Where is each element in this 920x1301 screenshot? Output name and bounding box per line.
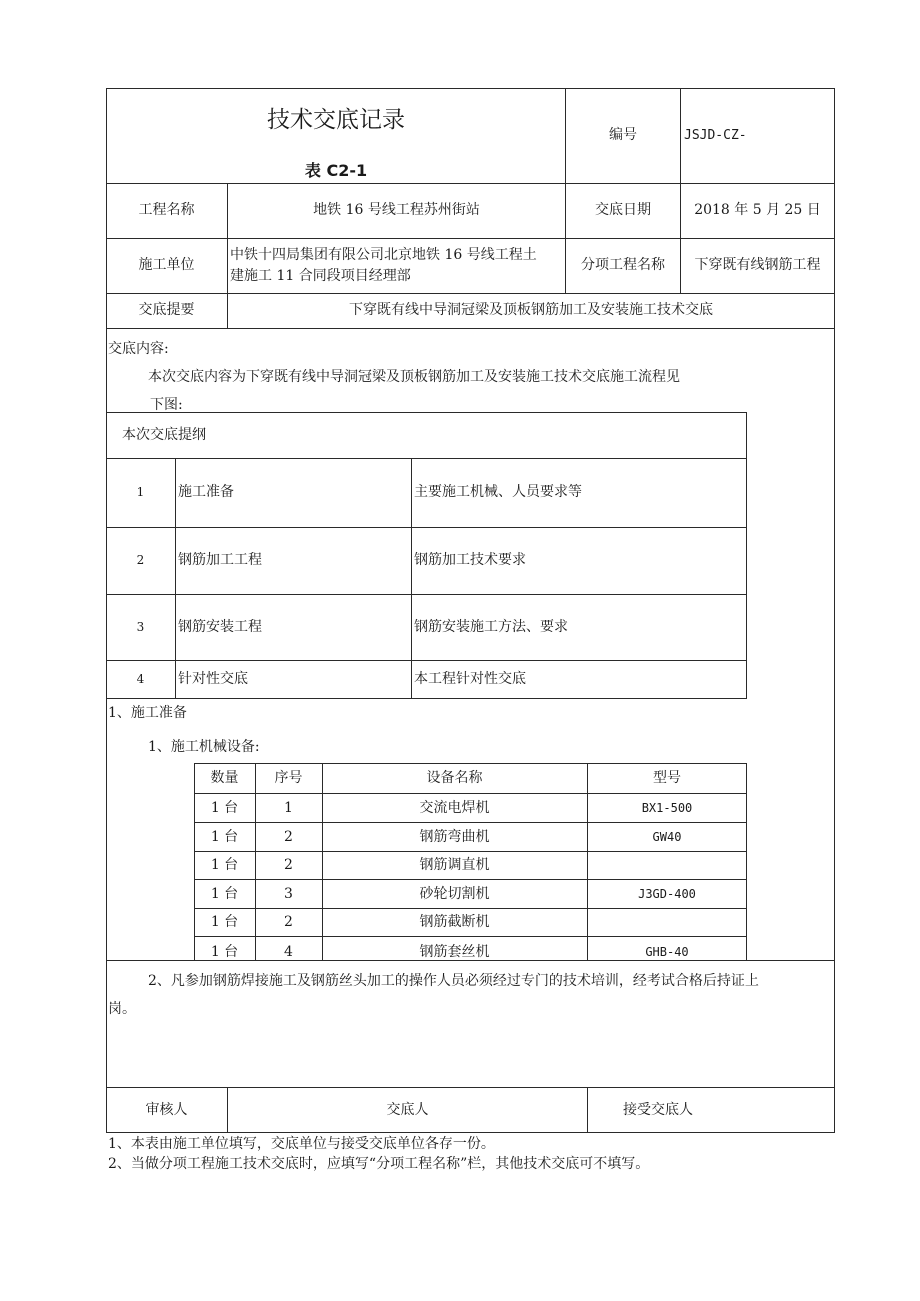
outline-row-desc: 钢筋安装施工方法、要求 bbox=[414, 618, 568, 635]
equipment-name: 交流电焊机 bbox=[419, 799, 490, 816]
divider bbox=[106, 328, 835, 329]
discloser-label: 交底人 bbox=[386, 1102, 429, 1118]
outline-row-no: 3 bbox=[136, 619, 145, 634]
equipment-model bbox=[587, 852, 747, 879]
equipment-model: GW40 bbox=[652, 829, 682, 844]
equipment-seq: 2 bbox=[284, 914, 293, 930]
divider bbox=[411, 458, 412, 699]
section1-heading: 1、施工准备 bbox=[108, 705, 187, 721]
equipment-name: 钢筋调直机 bbox=[419, 857, 490, 873]
outline-row-no: 1 bbox=[136, 485, 145, 499]
divider bbox=[194, 936, 747, 937]
outline-row-desc: 主要施工机械、人员要求等 bbox=[414, 484, 582, 500]
code-value: JSJD-CZ- bbox=[684, 128, 747, 143]
section1-sub-heading: 1、施工机械设备: bbox=[148, 739, 260, 755]
equipment-name: 砂轮切割机 bbox=[419, 885, 490, 902]
equipment-seq: 2 bbox=[284, 828, 293, 845]
mask bbox=[107, 961, 834, 969]
divider bbox=[680, 88, 681, 183]
equipment-model bbox=[587, 909, 747, 936]
equipment-header-seq: 序号 bbox=[274, 770, 303, 786]
content-heading: 交底内容: bbox=[108, 341, 169, 357]
content-intro-line2: 下图: bbox=[150, 397, 183, 413]
note-1: 1、本表由施工单位填写，交底单位与接受交底单位各存一份。 bbox=[108, 1136, 495, 1152]
equipment-seq: 4 bbox=[284, 943, 293, 960]
outline-row-item: 施工准备 bbox=[178, 484, 234, 500]
equipment-seq: 2 bbox=[284, 857, 293, 873]
equipment-seq: 1 bbox=[284, 799, 293, 816]
outline-row-item: 针对性交底 bbox=[178, 671, 248, 687]
equipment-qty: 1 台 bbox=[210, 857, 239, 873]
reviewer-label: 审核人 bbox=[145, 1102, 188, 1118]
form-number: 表 C2-1 bbox=[304, 160, 368, 180]
unit-label: 施工单位 bbox=[138, 257, 195, 273]
outline-row-desc: 本工程针对性交底 bbox=[414, 671, 526, 687]
equipment-header-name: 设备名称 bbox=[426, 770, 483, 786]
subproject-label: 分项工程名称 bbox=[581, 257, 665, 273]
receiver-label: 接受交底人 bbox=[623, 1102, 693, 1118]
unit-value-line1: 中铁十四局集团有限公司北京地铁 16 号线工程土 bbox=[230, 247, 537, 263]
outline-title: 本次交底提纲 bbox=[122, 426, 206, 443]
equipment-header-qty: 数量 bbox=[210, 770, 239, 786]
outline-row-item: 钢筋加工工程 bbox=[178, 552, 262, 568]
divider bbox=[175, 458, 176, 699]
equipment-model: J3GD-400 bbox=[638, 886, 696, 901]
project-label: 工程名称 bbox=[138, 202, 195, 218]
equipment-name: 钢筋截断机 bbox=[419, 914, 490, 930]
outline-row-no: 2 bbox=[136, 553, 145, 567]
outline-row-no: 4 bbox=[136, 672, 145, 686]
outline-row-item: 钢筋安装工程 bbox=[178, 618, 262, 635]
content-intro-line1: 本次交底内容为下穿既有线中导洞冠梁及顶板钢筋加工及安装施工技术交底施工流程见 bbox=[148, 369, 680, 385]
unit-value-line2: 建施工 11 合同段项目经理部 bbox=[230, 268, 411, 284]
equipment-name: 钢筋弯曲机 bbox=[419, 828, 490, 845]
equipment-header-model: 型号 bbox=[653, 770, 681, 786]
personnel-line1: 2、凡参加钢筋焊接施工及钢筋丝头加工的操作人员必须经过专门的技术培训，经考试合格后持证上 bbox=[148, 973, 759, 989]
equipment-qty: 1 台 bbox=[210, 799, 239, 816]
equipment-qty: 1 台 bbox=[210, 828, 239, 845]
equipment-qty: 1 台 bbox=[210, 885, 239, 902]
note-2: 2、当做分项工程施工技术交底时，应填写“分项工程名称”栏，其他技术交底可不填写。 bbox=[108, 1156, 650, 1172]
subproject-value: 下穿既有线钢筋工程 bbox=[694, 257, 821, 273]
project-value: 地铁 16 号线工程苏州街站 bbox=[313, 202, 480, 218]
date-value: 2018 年 5 月 25 日 bbox=[694, 202, 821, 218]
outline-row-desc: 钢筋加工技术要求 bbox=[414, 552, 526, 568]
equipment-model: GHB-40 bbox=[645, 944, 689, 959]
personnel-line2: 岗。 bbox=[108, 1001, 136, 1017]
summary-value: 下穿既有线中导洞冠梁及顶板钢筋加工及安装施工技术交底 bbox=[349, 302, 713, 318]
equipment-name: 钢筋套丝机 bbox=[419, 943, 490, 960]
date-label: 交底日期 bbox=[595, 202, 651, 218]
equipment-qty: 1 台 bbox=[210, 943, 239, 960]
code-label: 编号 bbox=[609, 127, 637, 143]
equipment-seq: 3 bbox=[284, 885, 293, 902]
summary-label: 交底提要 bbox=[138, 302, 195, 318]
form-title: 技术交底记录 bbox=[267, 106, 405, 133]
equipment-qty: 1 台 bbox=[210, 914, 239, 930]
equipment-model: BX1-500 bbox=[641, 800, 693, 815]
